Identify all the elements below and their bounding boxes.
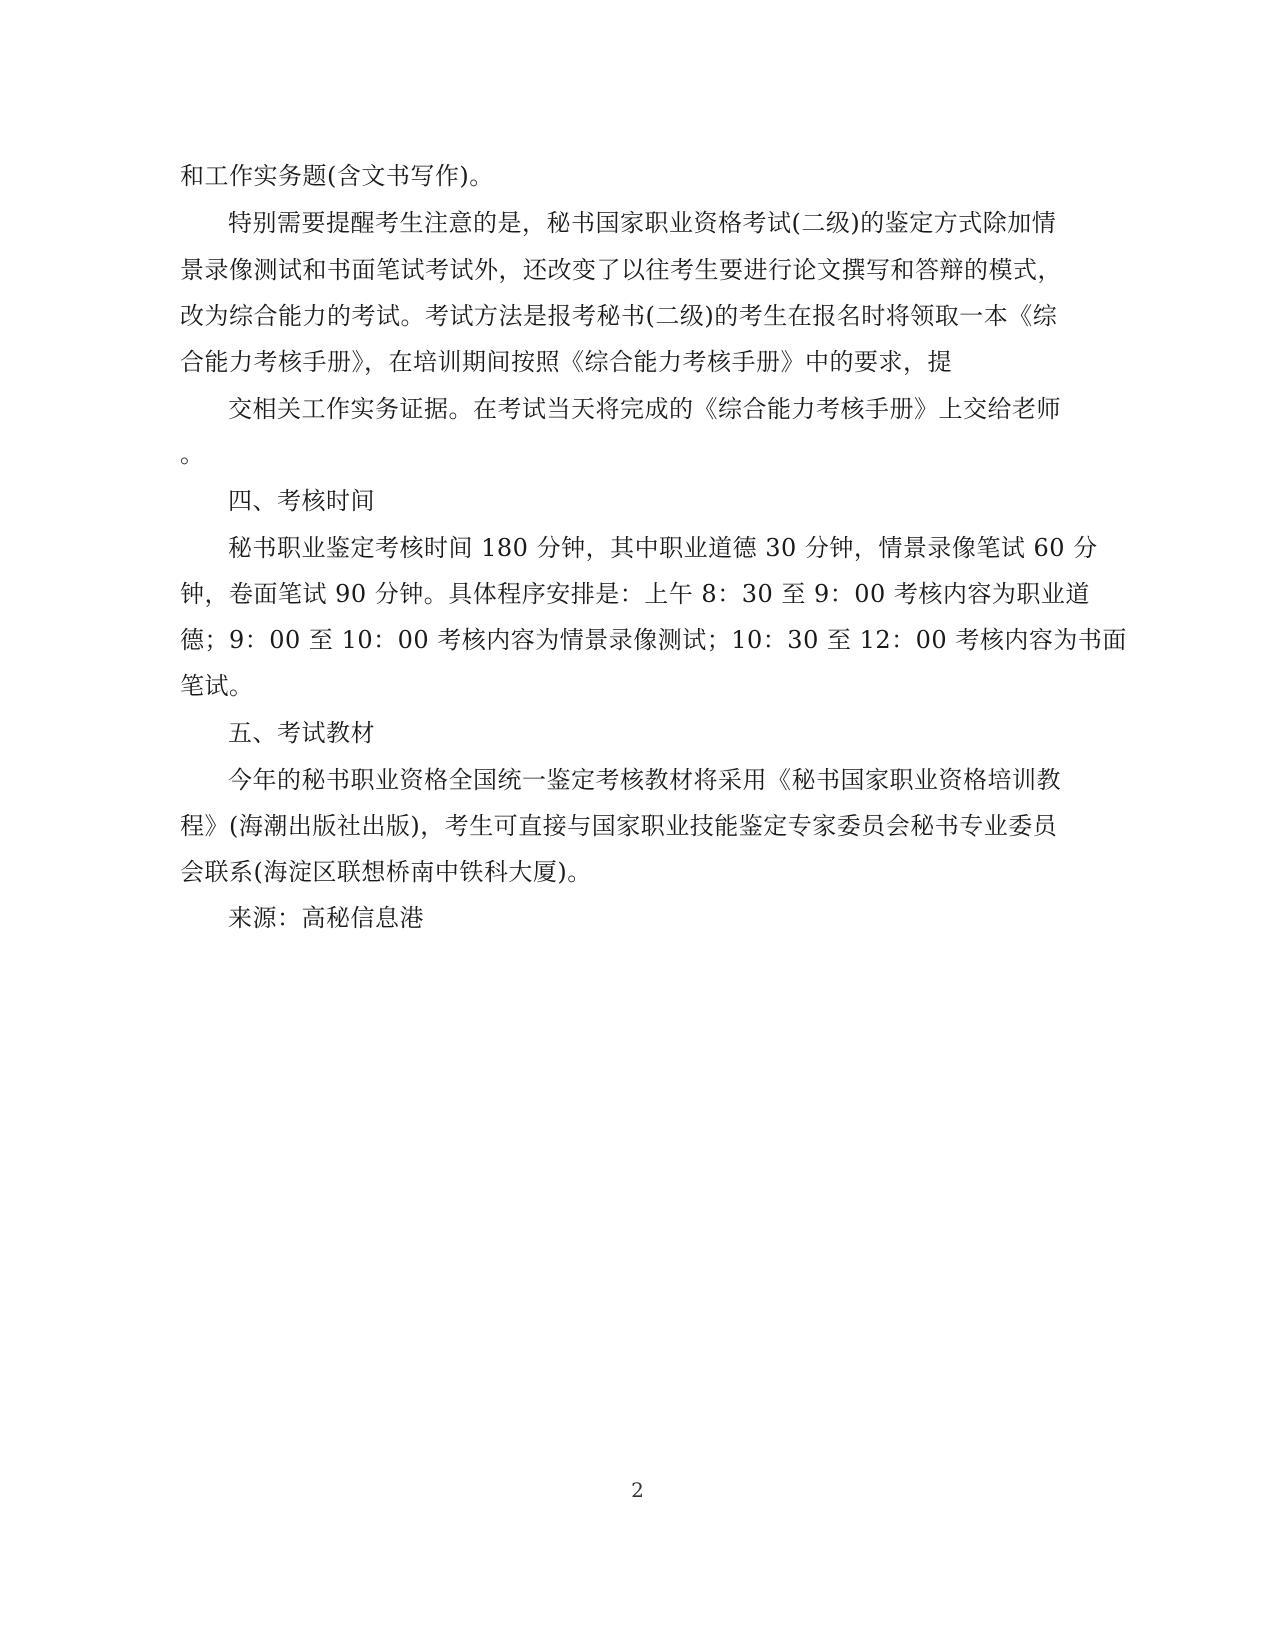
text-line: 笔试。: [180, 672, 254, 700]
text-line: 景录像测试和书面笔试考试外，还改变了以往考生要进行论文撰写和答辩的模式，: [180, 256, 1062, 284]
text-line: 程》(海潮出版社出版)，考生可直接与国家职业技能鉴定专家委员会秘书专业委员: [180, 812, 1058, 840]
section-heading: 五、考试教材: [228, 719, 375, 747]
source-line: 来源：高秘信息港: [228, 904, 424, 932]
text-line: 今年的秘书职业资格全国统一鉴定考核教材将采用《秘书国家职业资格培训教: [228, 766, 1061, 794]
text-line: 会联系(海淀区联想桥南中铁科大厦)。: [180, 858, 592, 886]
text-line: 秘书职业鉴定考核时间 180 分钟，其中职业道德 30 分钟，情景录像笔试 60 分: [228, 534, 1098, 562]
page-number: 2: [631, 1478, 644, 1502]
section-heading: 四、考核时间: [228, 487, 375, 515]
text-line: 交相关工作实务证据。在考试当天将完成的《综合能力考核手册》上交给老师: [228, 395, 1061, 423]
text-line: 特别需要提醒考生注意的是，秘书国家职业资格考试(二级)的鉴定方式除加情: [228, 209, 1057, 237]
text-line: 和工作实务题(含文书写作)。: [180, 162, 494, 190]
text-line: 合能力考核手册》，在培训期间按照《综合能力考核手册》中的要求，提: [180, 348, 952, 376]
text-line: 。: [180, 440, 205, 468]
text-line: 德；9：00 至 10：00 考核内容为情景录像测试；10：30 至 12：00 考核内容为书面: [180, 626, 1127, 654]
text-line: 钟，卷面笔试 90 分钟。具体程序安排是：上午 8：30 至 9：00 考核内容为职业道: [180, 580, 1090, 608]
text-line: 改为综合能力的考试。考试方法是报考秘书(二级)的考生在报名时将领取一本《综: [180, 302, 1058, 330]
